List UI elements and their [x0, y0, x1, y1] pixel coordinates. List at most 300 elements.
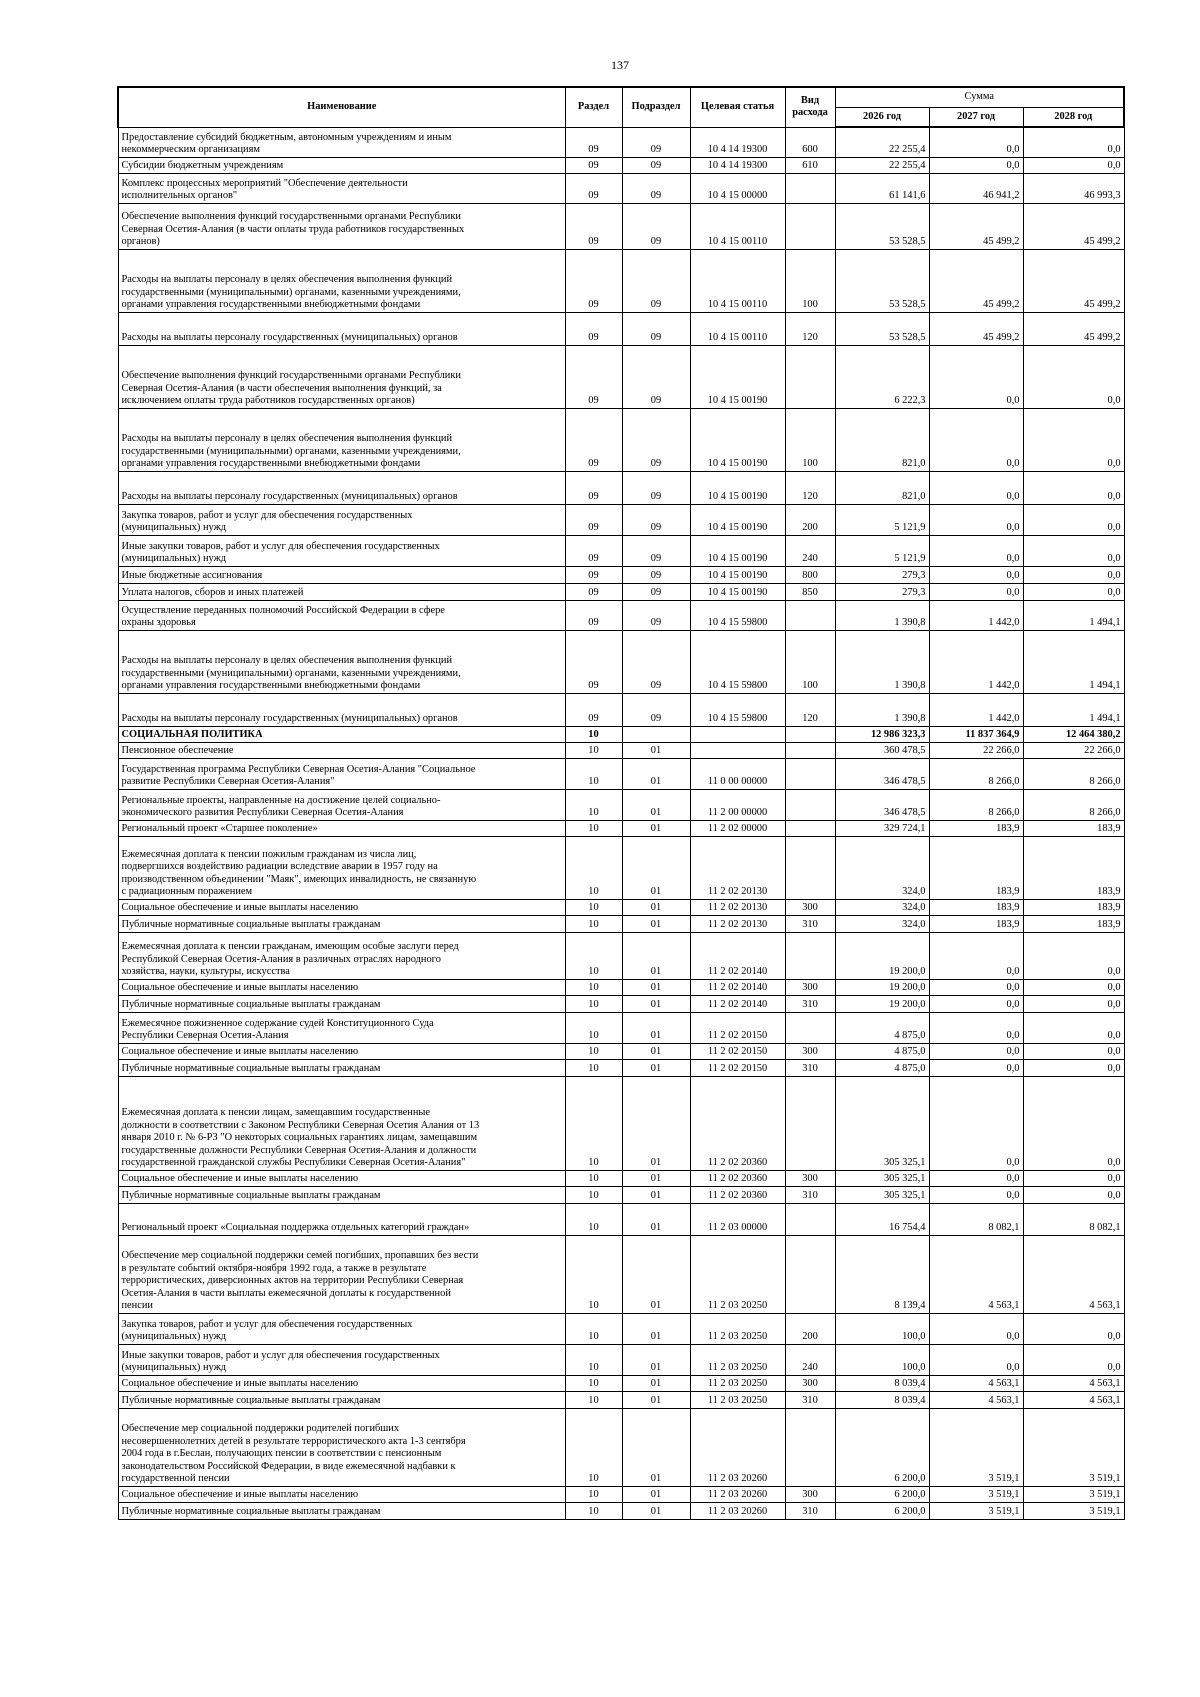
table-row [118, 504, 1124, 535]
row-name: Уплата налогов, сборов и иных платежей [118, 583, 565, 600]
table-row [118, 127, 1124, 157]
row-podrazdel: 01 [622, 995, 690, 1012]
row-podrazdel: 01 [622, 1313, 690, 1344]
row-razdel: 09 [565, 600, 622, 630]
row-razdel: 10 [565, 1408, 622, 1486]
row-sum-2026: 12 986 323,3 [835, 726, 929, 742]
row-sum-2026: 6 222,3 [835, 345, 929, 408]
row-name: Иные закупки товаров, работ и услуг для обеспечения государственных (муниципальных) нужд [118, 535, 565, 566]
row-name: Социальное обеспечение и иные выплаты населению [118, 1375, 565, 1391]
row-name: Региональные проекты, направленные на достижение целей социально- экономического развития Республики Северная Осетия-Алания [118, 789, 565, 820]
row-sum-2026: 5 121,9 [835, 504, 929, 535]
row-podrazdel: 01 [622, 758, 690, 789]
table-row [118, 1344, 1124, 1375]
row-name: Расходы на выплаты персоналу государственных (муниципальных) органов [118, 471, 565, 504]
row-sum-2026: 324,0 [835, 899, 929, 915]
row-sum-2027: 46 941,2 [929, 173, 1023, 203]
header-2028: 2028 год [1023, 107, 1124, 127]
row-name: Расходы на выплаты персоналу государственных (муниципальных) органов [118, 312, 565, 345]
row-razdel: 09 [565, 249, 622, 312]
row-sum-2026: 100,0 [835, 1344, 929, 1375]
row-sum-2028: 0,0 [1023, 157, 1124, 173]
row-sum-2026: 360 478,5 [835, 742, 929, 758]
row-razdel: 09 [565, 157, 622, 173]
row-sum-2028: 45 499,2 [1023, 249, 1124, 312]
table-row [118, 1235, 1124, 1313]
row-podrazdel: 01 [622, 1486, 690, 1502]
row-sum-2028: 1 494,1 [1023, 693, 1124, 726]
header-name: Наименование [118, 87, 565, 127]
row-sum-2028: 0,0 [1023, 535, 1124, 566]
row-vid [785, 836, 835, 899]
row-razdel: 09 [565, 583, 622, 600]
row-name: Публичные нормативные социальные выплаты гражданам [118, 1059, 565, 1076]
row-sum-2028: 0,0 [1023, 979, 1124, 995]
row-sum-2027: 3 519,1 [929, 1486, 1023, 1502]
row-name: Социальное обеспечение и иные выплаты населению [118, 979, 565, 995]
row-celevaya: 11 2 02 20130 [690, 915, 785, 932]
row-podrazdel: 09 [622, 504, 690, 535]
row-vid: 120 [785, 693, 835, 726]
row-sum-2026: 346 478,5 [835, 758, 929, 789]
row-sum-2027: 0,0 [929, 408, 1023, 471]
table-row [118, 566, 1124, 583]
row-vid: 300 [785, 899, 835, 915]
row-sum-2026: 1 390,8 [835, 693, 929, 726]
row-podrazdel: 01 [622, 1012, 690, 1043]
row-name: Региональный проект «Социальная поддержка отдельных категорий граждан» [118, 1203, 565, 1235]
row-razdel: 10 [565, 979, 622, 995]
table-row [118, 1313, 1124, 1344]
row-sum-2028: 0,0 [1023, 504, 1124, 535]
row-sum-2026: 100,0 [835, 1313, 929, 1344]
row-vid: 800 [785, 566, 835, 583]
row-vid [785, 820, 835, 836]
row-sum-2027: 1 442,0 [929, 600, 1023, 630]
row-name: Пенсионное обеспечение [118, 742, 565, 758]
row-vid [785, 203, 835, 249]
row-razdel: 09 [565, 535, 622, 566]
row-razdel: 10 [565, 1076, 622, 1170]
row-name: Публичные нормативные социальные выплаты гражданам [118, 995, 565, 1012]
row-razdel: 10 [565, 1344, 622, 1375]
row-podrazdel: 01 [622, 820, 690, 836]
table-row [118, 1486, 1124, 1502]
row-celevaya: 10 4 15 59800 [690, 630, 785, 693]
row-sum-2028: 0,0 [1023, 583, 1124, 600]
row-podrazdel: 09 [622, 630, 690, 693]
header-razdel: Раздел [565, 87, 622, 127]
row-sum-2026: 53 528,5 [835, 312, 929, 345]
row-celevaya: 11 2 02 20150 [690, 1012, 785, 1043]
row-sum-2027: 0,0 [929, 471, 1023, 504]
row-sum-2027: 1 442,0 [929, 693, 1023, 726]
table-row [118, 408, 1124, 471]
row-sum-2027: 183,9 [929, 915, 1023, 932]
row-sum-2026: 279,3 [835, 583, 929, 600]
table-row [118, 693, 1124, 726]
row-sum-2026: 4 875,0 [835, 1059, 929, 1076]
row-sum-2028: 183,9 [1023, 836, 1124, 899]
table-row [118, 915, 1124, 932]
row-razdel: 10 [565, 1170, 622, 1186]
row-sum-2028: 0,0 [1023, 1344, 1124, 1375]
row-celevaya: 10 4 15 00190 [690, 471, 785, 504]
row-razdel: 10 [565, 1502, 622, 1519]
row-razdel: 10 [565, 1059, 622, 1076]
row-vid [785, 932, 835, 979]
row-celevaya: 10 4 15 59800 [690, 693, 785, 726]
header-vid: Вид расхода [785, 87, 835, 127]
row-podrazdel: 01 [622, 1375, 690, 1391]
row-vid [785, 173, 835, 203]
row-sum-2027: 183,9 [929, 820, 1023, 836]
row-celevaya: 11 2 03 20260 [690, 1486, 785, 1502]
table-row [118, 899, 1124, 915]
row-vid: 240 [785, 535, 835, 566]
row-celevaya: 11 2 03 20250 [690, 1344, 785, 1375]
header-summa: Сумма [835, 87, 1124, 107]
row-sum-2026: 305 325,1 [835, 1186, 929, 1203]
row-celevaya: 10 4 15 00110 [690, 312, 785, 345]
row-razdel: 10 [565, 758, 622, 789]
header-2026: 2026 год [835, 107, 929, 127]
row-vid: 300 [785, 1170, 835, 1186]
row-sum-2028: 0,0 [1023, 1076, 1124, 1170]
row-celevaya: 10 4 14 19300 [690, 157, 785, 173]
row-name: Расходы на выплаты персоналу в целях обеспечения выполнения функций государственными (муниципальными) органами, казенными учреждениями, органами управления государственными внебюджетными фондами [118, 630, 565, 693]
row-vid: 310 [785, 1502, 835, 1519]
row-vid: 120 [785, 312, 835, 345]
row-sum-2026: 5 121,9 [835, 535, 929, 566]
row-sum-2027: 183,9 [929, 899, 1023, 915]
row-sum-2026: 305 325,1 [835, 1170, 929, 1186]
row-sum-2028: 1 494,1 [1023, 600, 1124, 630]
row-razdel: 10 [565, 1043, 622, 1059]
row-razdel: 10 [565, 1012, 622, 1043]
row-celevaya: 10 4 15 00190 [690, 583, 785, 600]
row-sum-2027: 4 563,1 [929, 1235, 1023, 1313]
table-row [118, 820, 1124, 836]
row-sum-2026: 19 200,0 [835, 979, 929, 995]
row-sum-2028: 0,0 [1023, 995, 1124, 1012]
header-2027: 2027 год [929, 107, 1023, 127]
table-row [118, 630, 1124, 693]
row-celevaya: 11 2 02 20130 [690, 899, 785, 915]
row-razdel: 10 [565, 1391, 622, 1408]
row-name: Предоставление субсидий бюджетным, автономным учреждениям и иным некоммерческим организациям [118, 127, 565, 157]
row-name: Субсидии бюджетным учреждениям [118, 157, 565, 173]
row-name: Публичные нормативные социальные выплаты гражданам [118, 915, 565, 932]
row-sum-2027: 0,0 [929, 1313, 1023, 1344]
page-number: 137 [611, 58, 629, 72]
table-row [118, 726, 1124, 742]
row-sum-2026: 22 255,4 [835, 127, 929, 157]
row-vid [785, 1076, 835, 1170]
table-row [118, 1043, 1124, 1059]
row-razdel: 09 [565, 630, 622, 693]
row-podrazdel: 01 [622, 1059, 690, 1076]
row-sum-2028: 8 266,0 [1023, 789, 1124, 820]
row-podrazdel: 09 [622, 203, 690, 249]
row-sum-2028: 3 519,1 [1023, 1486, 1124, 1502]
row-name: Комплекс процессных мероприятий "Обеспечение деятельности исполнительных органов" [118, 173, 565, 203]
row-sum-2027: 8 266,0 [929, 758, 1023, 789]
row-sum-2028: 4 563,1 [1023, 1391, 1124, 1408]
row-sum-2028: 0,0 [1023, 1059, 1124, 1076]
row-name: Обеспечение выполнения функций государственными органами Республики Северная Осетия-Алания (в части обеспечения выполнения функций, за исключением оплаты труда работников государственных органов) [118, 345, 565, 408]
table-row [118, 1012, 1124, 1043]
row-sum-2026: 821,0 [835, 408, 929, 471]
row-podrazdel: 01 [622, 742, 690, 758]
row-sum-2028: 8 082,1 [1023, 1203, 1124, 1235]
table-row [118, 995, 1124, 1012]
row-sum-2028: 3 519,1 [1023, 1408, 1124, 1486]
row-name: Обеспечение выполнения функций государственными органами Республики Северная Осетия-Алания (в части оплаты труда работников государственных органов) [118, 203, 565, 249]
table-row [118, 1375, 1124, 1391]
row-razdel: 10 [565, 820, 622, 836]
row-vid: 300 [785, 1375, 835, 1391]
table-row [118, 758, 1124, 789]
row-podrazdel: 09 [622, 693, 690, 726]
row-vid: 310 [785, 1391, 835, 1408]
row-podrazdel: 01 [622, 1186, 690, 1203]
table-row [118, 836, 1124, 899]
row-celevaya: 11 2 02 20140 [690, 995, 785, 1012]
row-name: Социальное обеспечение и иные выплаты населению [118, 1043, 565, 1059]
row-celevaya: 10 4 15 00190 [690, 535, 785, 566]
table-row [118, 1076, 1124, 1170]
row-vid: 120 [785, 471, 835, 504]
row-sum-2028: 0,0 [1023, 127, 1124, 157]
row-podrazdel: 09 [622, 345, 690, 408]
row-vid [785, 758, 835, 789]
row-vid [785, 742, 835, 758]
row-sum-2028: 45 499,2 [1023, 312, 1124, 345]
row-sum-2027: 1 442,0 [929, 630, 1023, 693]
row-podrazdel [622, 726, 690, 742]
row-sum-2027: 0,0 [929, 1076, 1023, 1170]
row-podrazdel: 01 [622, 1203, 690, 1235]
row-sum-2027: 0,0 [929, 1344, 1023, 1375]
header-podrazdel: Подраздел [622, 87, 690, 127]
row-sum-2028: 0,0 [1023, 408, 1124, 471]
row-sum-2027: 0,0 [929, 535, 1023, 566]
row-sum-2028: 4 563,1 [1023, 1375, 1124, 1391]
row-sum-2027: 8 266,0 [929, 789, 1023, 820]
row-celevaya: 11 2 02 20140 [690, 932, 785, 979]
row-sum-2028: 1 494,1 [1023, 630, 1124, 693]
row-razdel: 10 [565, 899, 622, 915]
row-podrazdel: 09 [622, 312, 690, 345]
row-sum-2026: 305 325,1 [835, 1076, 929, 1170]
row-sum-2026: 6 200,0 [835, 1486, 929, 1502]
row-celevaya: 10 4 15 59800 [690, 600, 785, 630]
row-sum-2027: 45 499,2 [929, 249, 1023, 312]
row-name: Социальное обеспечение и иные выплаты населению [118, 1170, 565, 1186]
row-sum-2027: 22 266,0 [929, 742, 1023, 758]
row-vid: 200 [785, 504, 835, 535]
budget-table [117, 86, 1125, 1520]
row-sum-2027: 11 837 364,9 [929, 726, 1023, 742]
row-sum-2028: 46 993,3 [1023, 173, 1124, 203]
row-razdel: 10 [565, 932, 622, 979]
table-row [118, 1408, 1124, 1486]
row-celevaya [690, 742, 785, 758]
row-sum-2026: 8 139,4 [835, 1235, 929, 1313]
row-sum-2027: 4 563,1 [929, 1375, 1023, 1391]
row-sum-2026: 1 390,8 [835, 600, 929, 630]
row-celevaya: 11 2 03 20260 [690, 1408, 785, 1486]
row-sum-2027: 0,0 [929, 157, 1023, 173]
row-celevaya: 11 2 03 20250 [690, 1235, 785, 1313]
row-podrazdel: 01 [622, 1170, 690, 1186]
table-row [118, 1502, 1124, 1519]
row-sum-2027: 45 499,2 [929, 203, 1023, 249]
row-sum-2027: 0,0 [929, 345, 1023, 408]
row-sum-2026: 8 039,4 [835, 1375, 929, 1391]
row-sum-2026: 324,0 [835, 915, 929, 932]
table-row [118, 600, 1124, 630]
row-celevaya: 11 2 02 20360 [690, 1170, 785, 1186]
header-celevaya: Целевая статья [690, 87, 785, 127]
table-header [118, 87, 1124, 127]
row-celevaya: 11 0 00 00000 [690, 758, 785, 789]
row-name: Публичные нормативные социальные выплаты гражданам [118, 1502, 565, 1519]
table-row [118, 203, 1124, 249]
row-podrazdel: 01 [622, 1408, 690, 1486]
row-name: Публичные нормативные социальные выплаты гражданам [118, 1186, 565, 1203]
row-sum-2026: 4 875,0 [835, 1043, 929, 1059]
row-sum-2026: 1 390,8 [835, 630, 929, 693]
row-vid: 100 [785, 630, 835, 693]
row-sum-2027: 8 082,1 [929, 1203, 1023, 1235]
row-sum-2027: 45 499,2 [929, 312, 1023, 345]
row-sum-2026: 6 200,0 [835, 1502, 929, 1519]
row-sum-2027: 0,0 [929, 1186, 1023, 1203]
row-vid [785, 1203, 835, 1235]
table-row [118, 1059, 1124, 1076]
row-vid [785, 1408, 835, 1486]
row-razdel: 09 [565, 127, 622, 157]
row-sum-2027: 0,0 [929, 995, 1023, 1012]
row-sum-2028: 12 464 380,2 [1023, 726, 1124, 742]
row-name: Закупка товаров, работ и услуг для обеспечения государственных (муниципальных) нужд [118, 504, 565, 535]
row-sum-2028: 3 519,1 [1023, 1502, 1124, 1519]
row-vid [785, 1012, 835, 1043]
row-sum-2027: 0,0 [929, 504, 1023, 535]
row-sum-2026: 16 754,4 [835, 1203, 929, 1235]
row-sum-2027: 0,0 [929, 1043, 1023, 1059]
row-podrazdel: 01 [622, 979, 690, 995]
row-razdel: 09 [565, 693, 622, 726]
row-razdel: 10 [565, 789, 622, 820]
row-razdel: 10 [565, 1313, 622, 1344]
row-name: Осуществление переданных полномочий Российской Федерации в сфере охраны здоровья [118, 600, 565, 630]
row-sum-2027: 0,0 [929, 979, 1023, 995]
row-sum-2027: 0,0 [929, 566, 1023, 583]
row-razdel: 09 [565, 408, 622, 471]
row-sum-2028: 0,0 [1023, 345, 1124, 408]
table-row [118, 1186, 1124, 1203]
row-podrazdel: 01 [622, 1043, 690, 1059]
row-name: Обеспечение мер социальной поддержки родителей погибших несовершеннолетних детей в результате террористического акта 1-3 сентября 2004 года в г.Беслан, получающих пенсии в соответствии с пенсионным законодательством Российской Федерации, в виде ежемесячной надбавки к государственной пенсии [118, 1408, 565, 1486]
row-podrazdel: 09 [622, 249, 690, 312]
row-vid [785, 726, 835, 742]
row-sum-2028: 0,0 [1023, 932, 1124, 979]
row-sum-2026: 61 141,6 [835, 173, 929, 203]
row-vid: 240 [785, 1344, 835, 1375]
row-celevaya: 10 4 15 00190 [690, 345, 785, 408]
row-sum-2028: 0,0 [1023, 1186, 1124, 1203]
row-celevaya [690, 726, 785, 742]
row-sum-2026: 19 200,0 [835, 995, 929, 1012]
row-vid: 300 [785, 979, 835, 995]
row-name: Иные бюджетные ассигнования [118, 566, 565, 583]
row-vid: 850 [785, 583, 835, 600]
row-vid: 100 [785, 249, 835, 312]
row-name: Расходы на выплаты персоналу государственных (муниципальных) органов [118, 693, 565, 726]
row-razdel: 09 [565, 471, 622, 504]
row-celevaya: 10 4 15 00190 [690, 408, 785, 471]
row-razdel: 10 [565, 915, 622, 932]
row-razdel: 09 [565, 566, 622, 583]
row-vid: 310 [785, 995, 835, 1012]
row-name: Социальное обеспечение и иные выплаты населению [118, 1486, 565, 1502]
table-row [118, 583, 1124, 600]
row-podrazdel: 09 [622, 408, 690, 471]
row-razdel: 10 [565, 836, 622, 899]
row-podrazdel: 09 [622, 127, 690, 157]
row-razdel: 10 [565, 726, 622, 742]
row-razdel: 10 [565, 1486, 622, 1502]
row-vid [785, 600, 835, 630]
row-name: Социальное обеспечение и иные выплаты населению [118, 899, 565, 915]
row-sum-2028: 183,9 [1023, 915, 1124, 932]
row-name: Обеспечение мер социальной поддержки семей погибших, пропавших без вести в результате событий октября-ноября 1992 года, а также в результате террористических, диверсионных актов на территории Республики Северная Осетия-Алания в части выплаты ежемесячной доплаты к государственной пенсии [118, 1235, 565, 1313]
row-celevaya: 10 4 15 00110 [690, 249, 785, 312]
row-podrazdel: 01 [622, 1502, 690, 1519]
row-sum-2027: 183,9 [929, 836, 1023, 899]
table-row [118, 249, 1124, 312]
row-celevaya: 11 2 02 20150 [690, 1059, 785, 1076]
row-sum-2027: 3 519,1 [929, 1408, 1023, 1486]
row-sum-2026: 53 528,5 [835, 203, 929, 249]
table-row [118, 157, 1124, 173]
table-row [118, 742, 1124, 758]
row-sum-2028: 45 499,2 [1023, 203, 1124, 249]
row-podrazdel: 09 [622, 471, 690, 504]
row-sum-2026: 324,0 [835, 836, 929, 899]
row-sum-2028: 0,0 [1023, 1170, 1124, 1186]
table-row [118, 471, 1124, 504]
row-razdel: 10 [565, 1186, 622, 1203]
row-vid: 100 [785, 408, 835, 471]
row-sum-2027: 0,0 [929, 1012, 1023, 1043]
row-celevaya: 11 2 03 20250 [690, 1391, 785, 1408]
row-celevaya: 10 4 15 00000 [690, 173, 785, 203]
row-razdel: 10 [565, 995, 622, 1012]
row-sum-2026: 19 200,0 [835, 932, 929, 979]
table-row [118, 979, 1124, 995]
row-razdel: 09 [565, 203, 622, 249]
row-sum-2028: 22 266,0 [1023, 742, 1124, 758]
table-row [118, 173, 1124, 203]
row-sum-2028: 0,0 [1023, 1043, 1124, 1059]
row-podrazdel: 09 [622, 535, 690, 566]
row-vid [785, 789, 835, 820]
table-row [118, 932, 1124, 979]
